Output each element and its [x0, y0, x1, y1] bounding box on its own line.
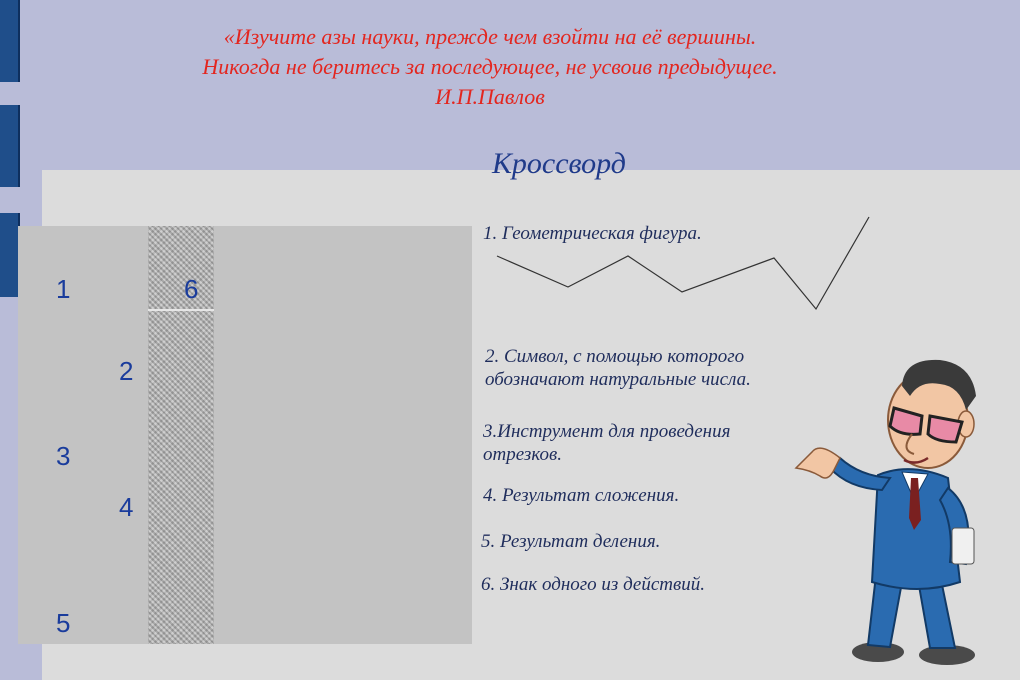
column-separator [148, 309, 214, 311]
decor-stripe-top [0, 0, 20, 82]
question-1: 1. Геометрическая фигура. [483, 223, 702, 244]
quote-line-1: «Изучите азы науки, прежде чем взойти на её вершины. [223, 24, 757, 49]
question-2-line-1: 2. Символ, с помощью которого [485, 346, 745, 367]
question-3-line-1: 3.Инструмент для проведения [483, 421, 731, 442]
teacher-cartoon-illustration [790, 350, 1010, 680]
crossword-grid [18, 226, 472, 644]
question-2 [485, 345, 751, 391]
grid-number-3: 3 [56, 441, 71, 471]
grid-number-5: 5 [56, 608, 71, 638]
question-2-line-2: обозначают натуральные числа. [485, 369, 751, 390]
page-title: Кроссворд [492, 147, 626, 180]
question-6: 6. Знак одного из действий. [481, 574, 706, 595]
grid-number-6: 6 [184, 274, 199, 304]
question-3-line-2: отрезков. [483, 444, 562, 465]
crossword-column-6 [148, 226, 214, 644]
quote-line-2: Никогда не беритесь за последующее, не усвоив предыдущее. [202, 54, 778, 79]
question-3 [483, 420, 730, 466]
epigraph-quote [60, 22, 920, 112]
grid-number-4: 4 [119, 492, 134, 522]
question-4: 4. Результат сложения. [483, 485, 680, 506]
grid-number-2: 2 [119, 356, 134, 386]
quote-author: И.П.Павлов [435, 84, 545, 109]
decor-stripe-middle [0, 105, 20, 187]
question-5: 5. Результат деления. [481, 531, 661, 552]
decor-stripe-bottom [0, 213, 20, 297]
grid-number-1: 1 [56, 274, 71, 304]
polyline-figure [490, 212, 880, 317]
